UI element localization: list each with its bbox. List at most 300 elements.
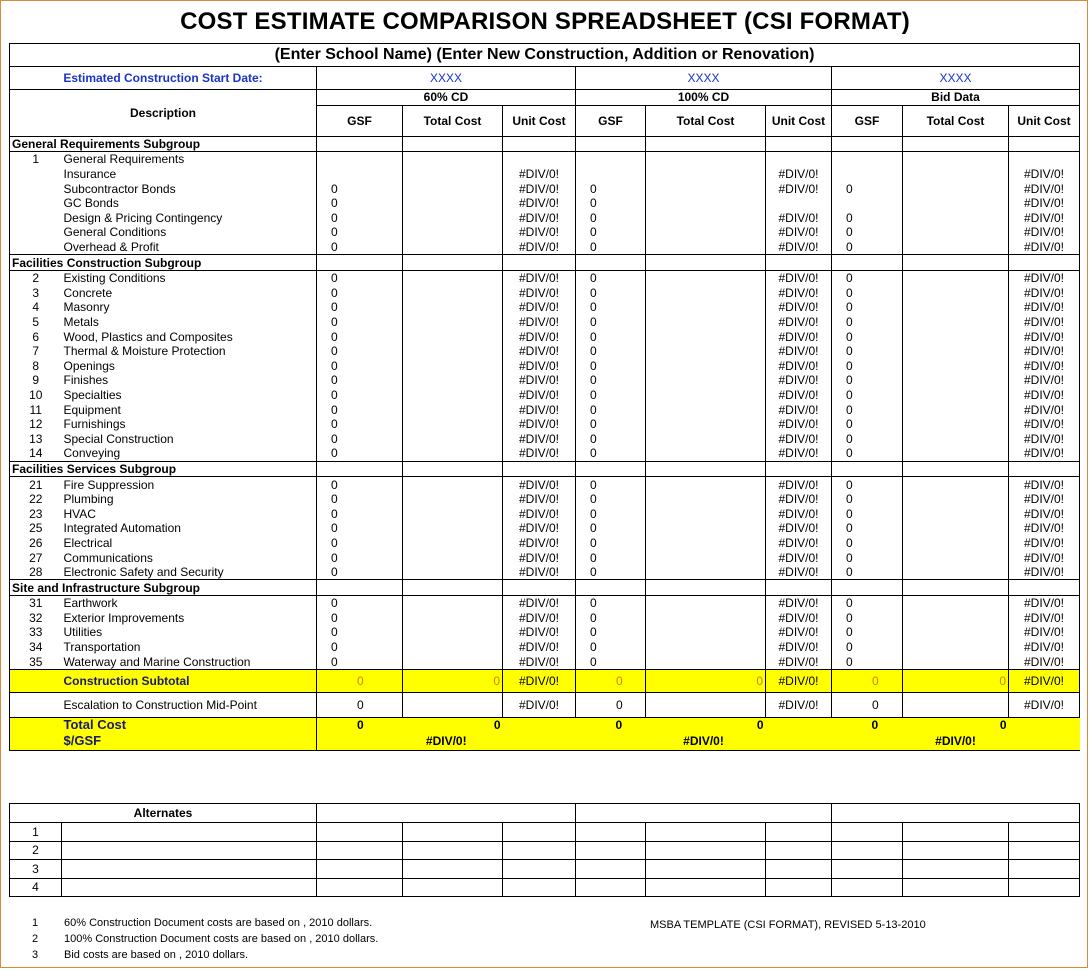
total-cost-cell[interactable] [903, 211, 1009, 226]
total-cost-cell[interactable] [903, 373, 1009, 388]
gsf-cell[interactable] [317, 167, 403, 182]
unit-cost-cell[interactable]: #DIV/0! [503, 344, 576, 359]
unit-cost-cell[interactable]: #DIV/0! [766, 167, 832, 182]
gsf-cell[interactable]: 0 [832, 550, 903, 565]
gsf-cell[interactable]: 0 [317, 300, 403, 315]
total-cost-cell[interactable] [403, 225, 503, 240]
unit-cost-cell[interactable]: #DIV/0! [503, 181, 576, 196]
gsf-cell[interactable]: 0 [832, 329, 903, 344]
gsf-cell[interactable] [576, 152, 646, 167]
gsf-cell[interactable]: 0 [832, 640, 903, 655]
unit-cost-cell[interactable]: #DIV/0! [766, 344, 832, 359]
gsf-cell[interactable]: 0 [317, 550, 403, 565]
alternate-cell[interactable] [766, 823, 832, 842]
alternate-cell[interactable] [317, 841, 403, 860]
alternate-cell[interactable] [62, 878, 317, 897]
total-cost-cell[interactable] [403, 152, 503, 167]
alternate-cell[interactable] [1009, 860, 1080, 879]
total-cost-cell[interactable] [903, 388, 1009, 403]
gsf-cell[interactable]: 0 [576, 402, 646, 417]
gsf-cell[interactable]: 0 [832, 359, 903, 374]
alternate-cell[interactable] [646, 823, 766, 842]
gsf-cell[interactable]: 0 [317, 286, 403, 301]
total-cost-cell[interactable] [646, 152, 766, 167]
unit-cost-cell[interactable]: #DIV/0! [1009, 492, 1080, 507]
total-cost-cell[interactable] [403, 431, 503, 446]
escalation-cell[interactable] [646, 692, 766, 717]
unit-cost-cell[interactable]: #DIV/0! [1009, 373, 1080, 388]
total-cost-cell[interactable] [646, 477, 766, 492]
gsf-cell[interactable]: 0 [317, 240, 403, 255]
unit-cost-cell[interactable]: #DIV/0! [503, 611, 576, 626]
total-cost-cell[interactable] [403, 388, 503, 403]
alternate-cell[interactable] [832, 823, 903, 842]
total-cost-cell[interactable] [903, 225, 1009, 240]
unit-cost-cell[interactable]: #DIV/0! [1009, 359, 1080, 374]
gsf-cell[interactable]: 0 [832, 225, 903, 240]
unit-cost-cell[interactable]: #DIV/0! [766, 359, 832, 374]
total-cost-cell[interactable] [646, 388, 766, 403]
total-cost-cell[interactable] [403, 181, 503, 196]
total-cost-cell[interactable] [403, 300, 503, 315]
unit-cost-cell[interactable]: #DIV/0! [1009, 388, 1080, 403]
total-cost-cell[interactable] [403, 270, 503, 285]
total-cost-cell[interactable] [903, 625, 1009, 640]
gsf-cell[interactable]: 0 [832, 536, 903, 551]
total-cost-cell[interactable] [646, 625, 766, 640]
total-cost-cell[interactable] [646, 167, 766, 182]
total-cost-cell[interactable] [646, 536, 766, 551]
gsf-cell[interactable]: 0 [317, 654, 403, 669]
gsf-cell[interactable]: 0 [576, 329, 646, 344]
gsf-cell[interactable]: 0 [576, 492, 646, 507]
gsf-cell[interactable]: 0 [832, 344, 903, 359]
alternate-cell[interactable] [1009, 878, 1080, 897]
unit-cost-cell[interactable]: #DIV/0! [1009, 329, 1080, 344]
unit-cost-cell[interactable]: #DIV/0! [766, 536, 832, 551]
total-cost-cell[interactable] [903, 196, 1009, 211]
gsf-cell[interactable]: 0 [317, 329, 403, 344]
total-cost-cell[interactable] [903, 611, 1009, 626]
gsf-cell[interactable]: 0 [317, 506, 403, 521]
gsf-cell[interactable]: 0 [317, 625, 403, 640]
alternate-cell[interactable] [832, 841, 903, 860]
total-cost-cell[interactable] [403, 344, 503, 359]
unit-cost-cell[interactable]: #DIV/0! [503, 446, 576, 461]
total-cost-cell[interactable] [403, 359, 503, 374]
total-cost-cell[interactable] [646, 640, 766, 655]
total-cost-cell[interactable] [903, 300, 1009, 315]
total-cost-cell[interactable] [646, 329, 766, 344]
alternate-cell[interactable] [403, 860, 503, 879]
gsf-cell[interactable]: 0 [832, 611, 903, 626]
gsf-cell[interactable]: 0 [832, 625, 903, 640]
unit-cost-cell[interactable]: #DIV/0! [766, 446, 832, 461]
total-cost-cell[interactable] [646, 521, 766, 536]
unit-cost-cell[interactable]: #DIV/0! [766, 431, 832, 446]
alternate-cell[interactable] [62, 841, 317, 860]
alternate-cell[interactable] [317, 860, 403, 879]
alternate-cell[interactable] [576, 823, 646, 842]
unit-cost-cell[interactable]: #DIV/0! [1009, 225, 1080, 240]
gsf-cell[interactable]: 0 [317, 565, 403, 580]
unit-cost-cell[interactable]: #DIV/0! [503, 402, 576, 417]
total-cost-cell[interactable] [403, 625, 503, 640]
total-cost-cell[interactable] [403, 492, 503, 507]
gsf-cell[interactable]: 0 [832, 565, 903, 580]
gsf-cell[interactable]: 0 [317, 388, 403, 403]
escalation-cell[interactable]: #DIV/0! [1009, 692, 1080, 717]
alternate-cell[interactable] [503, 878, 576, 897]
gsf-cell[interactable]: 0 [832, 431, 903, 446]
total-cost-cell[interactable] [903, 431, 1009, 446]
total-cost-cell[interactable] [646, 300, 766, 315]
total-cost-cell[interactable] [403, 550, 503, 565]
alternate-cell[interactable] [503, 823, 576, 842]
gsf-cell[interactable]: 0 [317, 640, 403, 655]
total-cost-cell[interactable] [646, 402, 766, 417]
unit-cost-cell[interactable]: #DIV/0! [1009, 196, 1080, 211]
unit-cost-cell[interactable]: #DIV/0! [766, 550, 832, 565]
total-cost-cell[interactable] [903, 550, 1009, 565]
escalation-cell[interactable]: #DIV/0! [503, 692, 576, 717]
total-cost-cell[interactable] [903, 492, 1009, 507]
total-cost-cell[interactable] [903, 565, 1009, 580]
total-cost-cell[interactable] [903, 315, 1009, 330]
gsf-cell[interactable]: 0 [832, 286, 903, 301]
total-cost-cell[interactable] [403, 240, 503, 255]
unit-cost-cell[interactable]: #DIV/0! [1009, 286, 1080, 301]
unit-cost-cell[interactable]: #DIV/0! [766, 315, 832, 330]
gsf-cell[interactable]: 0 [832, 521, 903, 536]
alternate-cell[interactable] [403, 823, 503, 842]
unit-cost-cell[interactable]: #DIV/0! [766, 300, 832, 315]
alternate-cell[interactable] [766, 860, 832, 879]
alternate-cell[interactable] [903, 823, 1009, 842]
total-cost-cell[interactable] [646, 344, 766, 359]
unit-cost-cell[interactable]: #DIV/0! [1009, 344, 1080, 359]
gsf-cell[interactable]: 0 [576, 196, 646, 211]
total-cost-cell[interactable] [903, 536, 1009, 551]
gsf-cell[interactable] [832, 196, 903, 211]
unit-cost-cell[interactable]: #DIV/0! [1009, 506, 1080, 521]
total-cost-cell[interactable] [646, 359, 766, 374]
total-cost-cell[interactable] [903, 640, 1009, 655]
gsf-cell[interactable]: 0 [576, 565, 646, 580]
gsf-cell[interactable]: 0 [576, 388, 646, 403]
total-cost-cell[interactable] [403, 536, 503, 551]
gsf-cell[interactable]: 0 [832, 300, 903, 315]
unit-cost-cell[interactable]: #DIV/0! [766, 211, 832, 226]
gsf-cell[interactable]: 0 [832, 417, 903, 432]
alternate-cell[interactable] [62, 860, 317, 879]
unit-cost-cell[interactable]: #DIV/0! [766, 388, 832, 403]
total-cost-cell[interactable] [903, 446, 1009, 461]
alternate-cell[interactable] [503, 860, 576, 879]
total-cost-cell[interactable] [403, 477, 503, 492]
total-cost-cell[interactable] [646, 181, 766, 196]
gsf-cell[interactable]: 0 [832, 596, 903, 611]
unit-cost-cell[interactable]: #DIV/0! [1009, 565, 1080, 580]
total-cost-cell[interactable] [646, 417, 766, 432]
alternate-cell[interactable] [903, 860, 1009, 879]
alternate-cell[interactable] [317, 823, 403, 842]
unit-cost-cell[interactable]: #DIV/0! [766, 240, 832, 255]
alternate-cell[interactable] [766, 878, 832, 897]
unit-cost-cell[interactable]: #DIV/0! [1009, 640, 1080, 655]
unit-cost-cell[interactable]: #DIV/0! [503, 506, 576, 521]
gsf-cell[interactable] [317, 152, 403, 167]
unit-cost-cell[interactable]: #DIV/0! [766, 402, 832, 417]
alternate-cell[interactable] [62, 823, 317, 842]
unit-cost-cell[interactable]: #DIV/0! [766, 640, 832, 655]
unit-cost-cell[interactable]: #DIV/0! [766, 625, 832, 640]
gsf-cell[interactable]: 0 [832, 506, 903, 521]
total-cost-cell[interactable] [403, 373, 503, 388]
alternate-cell[interactable] [832, 878, 903, 897]
total-cost-cell[interactable] [646, 240, 766, 255]
alternate-cell[interactable] [576, 878, 646, 897]
alternate-cell[interactable] [646, 841, 766, 860]
gsf-cell[interactable]: 0 [576, 431, 646, 446]
total-cost-cell[interactable] [403, 521, 503, 536]
unit-cost-cell[interactable]: #DIV/0! [503, 300, 576, 315]
unit-cost-cell[interactable]: #DIV/0! [766, 373, 832, 388]
total-cost-cell[interactable] [403, 167, 503, 182]
unit-cost-cell[interactable]: #DIV/0! [766, 477, 832, 492]
unit-cost-cell[interactable]: #DIV/0! [503, 521, 576, 536]
gsf-cell[interactable]: 0 [576, 640, 646, 655]
total-cost-cell[interactable] [646, 196, 766, 211]
unit-cost-cell[interactable]: #DIV/0! [766, 611, 832, 626]
total-cost-cell[interactable] [903, 329, 1009, 344]
total-cost-cell[interactable] [903, 596, 1009, 611]
gsf-cell[interactable]: 0 [576, 225, 646, 240]
gsf-cell[interactable]: 0 [576, 344, 646, 359]
total-cost-cell[interactable] [403, 654, 503, 669]
gsf-cell[interactable]: 0 [317, 417, 403, 432]
escalation-cell[interactable]: #DIV/0! [766, 692, 832, 717]
gsf-cell[interactable]: 0 [576, 654, 646, 669]
unit-cost-cell[interactable]: #DIV/0! [503, 270, 576, 285]
unit-cost-cell[interactable]: #DIV/0! [503, 315, 576, 330]
gsf-cell[interactable]: 0 [317, 211, 403, 226]
unit-cost-cell[interactable]: #DIV/0! [503, 417, 576, 432]
gsf-cell[interactable]: 0 [832, 477, 903, 492]
total-cost-cell[interactable] [403, 417, 503, 432]
unit-cost-cell[interactable]: #DIV/0! [766, 225, 832, 240]
escalation-cell[interactable] [403, 692, 503, 717]
total-cost-cell[interactable] [903, 654, 1009, 669]
unit-cost-cell[interactable]: #DIV/0! [503, 329, 576, 344]
gsf-cell[interactable]: 0 [576, 240, 646, 255]
unit-cost-cell[interactable]: #DIV/0! [1009, 536, 1080, 551]
total-cost-cell[interactable] [646, 492, 766, 507]
total-cost-cell[interactable] [646, 446, 766, 461]
total-cost-cell[interactable] [903, 417, 1009, 432]
total-cost-cell[interactable] [403, 315, 503, 330]
total-cost-cell[interactable] [646, 654, 766, 669]
gsf-cell[interactable]: 0 [317, 492, 403, 507]
gsf-cell[interactable]: 0 [576, 286, 646, 301]
total-cost-cell[interactable] [903, 270, 1009, 285]
total-cost-cell[interactable] [403, 611, 503, 626]
unit-cost-cell[interactable]: #DIV/0! [503, 211, 576, 226]
total-cost-cell[interactable] [403, 565, 503, 580]
total-cost-cell[interactable] [646, 431, 766, 446]
gsf-cell[interactable] [832, 167, 903, 182]
gsf-cell[interactable] [576, 167, 646, 182]
alternate-cell[interactable] [576, 841, 646, 860]
gsf-cell[interactable]: 0 [317, 344, 403, 359]
unit-cost-cell[interactable] [503, 152, 576, 167]
gsf-cell[interactable]: 0 [317, 225, 403, 240]
gsf-cell[interactable]: 0 [832, 181, 903, 196]
unit-cost-cell[interactable]: #DIV/0! [503, 550, 576, 565]
gsf-cell[interactable]: 0 [576, 270, 646, 285]
unit-cost-cell[interactable]: #DIV/0! [766, 654, 832, 669]
gsf-cell[interactable]: 0 [576, 446, 646, 461]
alternate-cell[interactable] [1009, 841, 1080, 860]
unit-cost-cell[interactable]: #DIV/0! [503, 536, 576, 551]
unit-cost-cell[interactable]: #DIV/0! [1009, 211, 1080, 226]
gsf-cell[interactable]: 0 [832, 373, 903, 388]
gsf-cell[interactable]: 0 [576, 181, 646, 196]
gsf-cell[interactable] [832, 152, 903, 167]
total-cost-cell[interactable] [903, 402, 1009, 417]
gsf-cell[interactable]: 0 [832, 315, 903, 330]
total-cost-cell[interactable] [903, 506, 1009, 521]
unit-cost-cell[interactable]: #DIV/0! [1009, 550, 1080, 565]
unit-cost-cell[interactable]: #DIV/0! [1009, 167, 1080, 182]
unit-cost-cell[interactable]: #DIV/0! [1009, 402, 1080, 417]
unit-cost-cell[interactable]: #DIV/0! [1009, 596, 1080, 611]
gsf-cell[interactable]: 0 [317, 315, 403, 330]
unit-cost-cell[interactable]: #DIV/0! [766, 565, 832, 580]
gsf-cell[interactable]: 0 [317, 402, 403, 417]
gsf-cell[interactable]: 0 [576, 596, 646, 611]
gsf-cell[interactable]: 0 [317, 181, 403, 196]
gsf-cell[interactable]: 0 [317, 521, 403, 536]
alternate-cell[interactable] [1009, 823, 1080, 842]
gsf-cell[interactable]: 0 [832, 211, 903, 226]
unit-cost-cell[interactable]: #DIV/0! [503, 225, 576, 240]
escalation-cell[interactable] [903, 692, 1009, 717]
gsf-cell[interactable]: 0 [317, 270, 403, 285]
gsf-cell[interactable]: 0 [832, 402, 903, 417]
unit-cost-cell[interactable]: #DIV/0! [766, 492, 832, 507]
alternate-cell[interactable] [403, 841, 503, 860]
unit-cost-cell[interactable]: #DIV/0! [1009, 611, 1080, 626]
escalation-cell[interactable]: 0 [317, 692, 403, 717]
alternate-cell[interactable] [503, 841, 576, 860]
total-cost-cell[interactable] [403, 506, 503, 521]
unit-cost-cell[interactable]: #DIV/0! [766, 506, 832, 521]
total-cost-cell[interactable] [646, 550, 766, 565]
total-cost-cell[interactable] [403, 286, 503, 301]
unit-cost-cell[interactable] [1009, 152, 1080, 167]
alternate-cell[interactable] [403, 878, 503, 897]
alternate-cell[interactable] [646, 860, 766, 879]
gsf-cell[interactable]: 0 [317, 431, 403, 446]
gsf-cell[interactable]: 0 [576, 521, 646, 536]
gsf-cell[interactable]: 0 [576, 359, 646, 374]
gsf-cell[interactable]: 0 [576, 625, 646, 640]
unit-cost-cell[interactable]: #DIV/0! [1009, 625, 1080, 640]
alternate-cell[interactable] [832, 860, 903, 879]
total-cost-cell[interactable] [646, 286, 766, 301]
total-cost-cell[interactable] [903, 286, 1009, 301]
gsf-cell[interactable]: 0 [576, 477, 646, 492]
unit-cost-cell[interactable]: #DIV/0! [503, 654, 576, 669]
total-cost-cell[interactable] [403, 640, 503, 655]
unit-cost-cell[interactable]: #DIV/0! [766, 521, 832, 536]
total-cost-cell[interactable] [646, 565, 766, 580]
unit-cost-cell[interactable]: #DIV/0! [503, 373, 576, 388]
alternate-cell[interactable] [766, 841, 832, 860]
gsf-cell[interactable]: 0 [317, 359, 403, 374]
unit-cost-cell[interactable]: #DIV/0! [503, 196, 576, 211]
total-cost-cell[interactable] [903, 521, 1009, 536]
unit-cost-cell[interactable]: #DIV/0! [766, 596, 832, 611]
gsf-cell[interactable]: 0 [317, 477, 403, 492]
total-cost-cell[interactable] [646, 596, 766, 611]
gsf-cell[interactable]: 0 [832, 388, 903, 403]
unit-cost-cell[interactable]: #DIV/0! [503, 240, 576, 255]
total-cost-cell[interactable] [403, 211, 503, 226]
unit-cost-cell[interactable]: #DIV/0! [1009, 315, 1080, 330]
unit-cost-cell[interactable]: #DIV/0! [1009, 654, 1080, 669]
unit-cost-cell[interactable]: #DIV/0! [503, 167, 576, 182]
total-cost-cell[interactable] [903, 181, 1009, 196]
total-cost-cell[interactable] [646, 506, 766, 521]
gsf-cell[interactable]: 0 [576, 300, 646, 315]
unit-cost-cell[interactable]: #DIV/0! [766, 417, 832, 432]
total-cost-cell[interactable] [403, 596, 503, 611]
unit-cost-cell[interactable]: #DIV/0! [503, 625, 576, 640]
unit-cost-cell[interactable]: #DIV/0! [503, 431, 576, 446]
total-cost-cell[interactable] [646, 373, 766, 388]
alternate-cell[interactable] [903, 841, 1009, 860]
total-cost-cell[interactable] [903, 152, 1009, 167]
unit-cost-cell[interactable]: #DIV/0! [503, 388, 576, 403]
total-cost-cell[interactable] [646, 225, 766, 240]
total-cost-cell[interactable] [403, 329, 503, 344]
total-cost-cell[interactable] [903, 167, 1009, 182]
total-cost-cell[interactable] [646, 211, 766, 226]
total-cost-cell[interactable] [646, 315, 766, 330]
unit-cost-cell[interactable]: #DIV/0! [1009, 240, 1080, 255]
gsf-cell[interactable]: 0 [576, 417, 646, 432]
gsf-cell[interactable]: 0 [576, 373, 646, 388]
unit-cost-cell[interactable]: #DIV/0! [1009, 417, 1080, 432]
unit-cost-cell[interactable]: #DIV/0! [1009, 270, 1080, 285]
unit-cost-cell[interactable]: #DIV/0! [1009, 477, 1080, 492]
gsf-cell[interactable]: 0 [317, 536, 403, 551]
total-cost-cell[interactable] [903, 344, 1009, 359]
total-cost-cell[interactable] [403, 402, 503, 417]
escalation-cell[interactable]: 0 [576, 692, 646, 717]
unit-cost-cell[interactable]: #DIV/0! [1009, 431, 1080, 446]
gsf-cell[interactable]: 0 [317, 596, 403, 611]
unit-cost-cell[interactable]: #DIV/0! [503, 477, 576, 492]
unit-cost-cell[interactable]: #DIV/0! [503, 492, 576, 507]
unit-cost-cell[interactable]: #DIV/0! [766, 286, 832, 301]
unit-cost-cell[interactable]: #DIV/0! [503, 286, 576, 301]
total-cost-cell[interactable] [903, 477, 1009, 492]
total-cost-cell[interactable] [903, 240, 1009, 255]
gsf-cell[interactable]: 0 [576, 211, 646, 226]
